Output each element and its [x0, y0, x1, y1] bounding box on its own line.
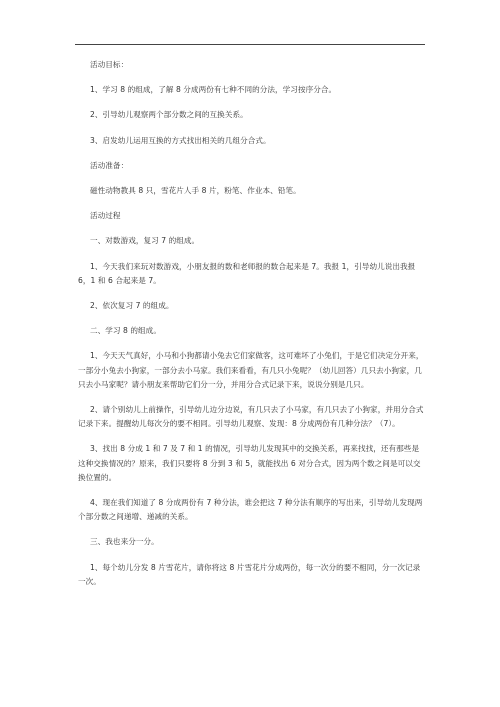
paragraph: 1、学习 8 的组成，了解 8 分成两份有七种不同的分法，学习按序分合。 [90, 85, 337, 95]
paragraph-text: 4、现在我们知道了 8 分成两份有 7 种分法，谁会把这 7 种分法有顺序的写出来，引导幼儿发现两个部分数之间递增、递减的关系。 [78, 498, 423, 522]
header-rule [75, 44, 425, 45]
paragraph [78, 442, 426, 485]
paragraph-text: 2、请个别幼儿上前操作，引导幼儿边分边说，有几只去了小马家，有几只去了小狗家，并用分合式记录下来。提醒幼儿每次分的要不相同。引导幼儿观察、发现：8 分成两份有几种分法？（7）。 [78, 405, 424, 429]
document-body [78, 58, 426, 589]
section-heading-goals: 活动目标： [90, 60, 129, 69]
paragraph-text: 3、找出 8 分成 1 和 7 及 7 和 1 的情况，引导幼儿发现其中的交换关系，再来找找，还有那些是这种交换情况的？原来，我们只要将 8 分到 3 和 5，就能找出 6 对分合式，因为两个数之间是可以交换位置的。 [78, 444, 421, 482]
paragraph-text: 1、每个幼儿分发 8 片雪花片，请你将这 8 片雪花片分成两份，每一次分的要不相同，分一次记录一次。 [78, 562, 421, 586]
paragraph: 2、依次复习 7 的组成。 [90, 301, 174, 311]
paragraph [78, 496, 426, 524]
paragraph [78, 561, 426, 589]
paragraph: 3、启发幼儿运用互换的方式找出相关的几组分合式。 [90, 135, 271, 145]
section-heading-preparation: 活动准备： [90, 160, 129, 170]
paragraph [78, 260, 426, 288]
paragraph: 2、引导幼儿观察两个部分数之间的互换关系。 [90, 110, 248, 120]
subsection-heading: 三、我也来分一分。 [90, 537, 159, 547]
subsection-heading: 一、对数游戏，复习 7 的组成。 [90, 236, 200, 246]
paragraph-text: 1、今天我们来玩对数游戏，小朋友报的数和老师报的数合起来是 7。我报 1，引导幼儿说出我报 6，1 和 6 合起来是 7。 [78, 261, 416, 285]
subsection-heading: 二、学习 8 的组成。 [90, 326, 161, 336]
paragraph [78, 403, 426, 431]
paragraph [78, 349, 426, 392]
paragraph: 磁性动物教具 8 只，雪花片人手 8 片，粉笔、作业本、铅笔。 [90, 186, 301, 196]
section-heading-process: 活动过程 [90, 211, 121, 221]
paragraph-text: 1、今天天气真好，小马和小狗都请小兔去它们家做客，这可难坏了小兔们，于是它们决定分开来，一部分小兔去小狗家，一部分去小马家。我们来看看，有几只小兔呢？（幼儿回答）几只去小狗家，几只去小马家呢？请小朋友来帮助它们分一分，并用分合式记录下来，说说分别是几只。 [78, 351, 424, 389]
